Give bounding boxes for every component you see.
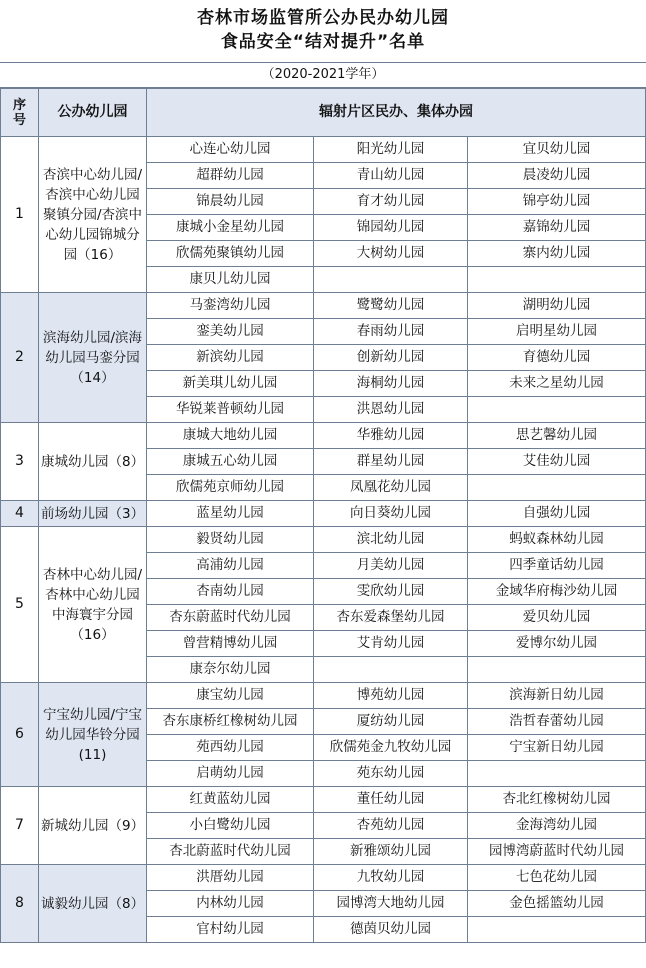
private-kindergarten-cell: 鹭鹭幼儿园 [314, 293, 468, 319]
private-kindergarten-cell: 阳光幼儿园 [314, 137, 468, 163]
private-kindergarten-cell: 爱贝幼儿园 [468, 605, 646, 631]
private-kindergarten-cell: 杏南幼儿园 [147, 579, 314, 605]
private-kindergarten-cell: 杏东爱森堡幼儿园 [314, 605, 468, 631]
title-line-1: 杏林市场监管所公办民办幼儿园 [197, 8, 449, 28]
private-kindergarten-cell [314, 267, 468, 293]
private-kindergarten-cell: 爱博尔幼儿园 [468, 631, 646, 657]
private-kindergarten-cell: 思艺馨幼儿园 [468, 423, 646, 449]
private-kindergarten-cell: 四季童话幼儿园 [468, 553, 646, 579]
private-kindergarten-cell: 海桐幼儿园 [314, 371, 468, 397]
group-seq: 2 [1, 293, 39, 423]
pairing-table [0, 88, 646, 943]
private-kindergarten-cell: 育德幼儿园 [468, 345, 646, 371]
private-kindergarten-cell: 洪厝幼儿园 [147, 865, 314, 891]
private-kindergarten-cell: 华锐莱普顿幼儿园 [147, 397, 314, 423]
private-kindergarten-cell: 超群幼儿园 [147, 163, 314, 189]
private-kindergarten-cell: 未来之星幼儿园 [468, 371, 646, 397]
header-public: 公办幼儿园 [39, 89, 147, 137]
public-kindergarten: 前场幼儿园（3） [39, 501, 147, 527]
public-kindergarten: 杏林中心幼儿园/杏林中心幼儿园中海寰宇分园（16） [39, 527, 147, 683]
private-kindergarten-cell: 创新幼儿园 [314, 345, 468, 371]
private-kindergarten-cell: 董任幼儿园 [314, 787, 468, 813]
private-kindergarten-cell: 博苑幼儿园 [314, 683, 468, 709]
title-line-2: 食品安全“结对提升”名单 [220, 32, 426, 52]
group-seq: 1 [1, 137, 39, 293]
private-kindergarten-cell: 欣儒苑京师幼儿园 [147, 475, 314, 501]
school-year: （2020-2021学年） [0, 63, 646, 88]
private-kindergarten-cell: 艾佳幼儿园 [468, 449, 646, 475]
private-kindergarten-cell [468, 475, 646, 501]
private-kindergarten-cell: 金海湾幼儿园 [468, 813, 646, 839]
private-kindergarten-cell: 艾肯幼儿园 [314, 631, 468, 657]
private-kindergarten-cell: 曾营精博幼儿园 [147, 631, 314, 657]
private-kindergarten-cell: 宜贝幼儿园 [468, 137, 646, 163]
private-kindergarten-cell: 华雅幼儿园 [314, 423, 468, 449]
private-kindergarten-cell: 启明星幼儿园 [468, 319, 646, 345]
private-kindergarten-cell: 高浦幼儿园 [147, 553, 314, 579]
private-kindergarten-cell: 雯欣幼儿园 [314, 579, 468, 605]
public-kindergarten: 新城幼儿园（9） [39, 787, 147, 865]
private-kindergarten-cell: 金色摇篮幼儿园 [468, 891, 646, 917]
private-kindergarten-cell: 锦晨幼儿园 [147, 189, 314, 215]
private-kindergarten-cell: 滨北幼儿园 [314, 527, 468, 553]
private-kindergarten-cell [314, 657, 468, 683]
private-kindergarten-cell: 杏北红橡树幼儿园 [468, 787, 646, 813]
private-kindergarten-cell: 康宝幼儿园 [147, 683, 314, 709]
private-kindergarten-cell: 大树幼儿园 [314, 241, 468, 267]
private-kindergarten-cell: 春雨幼儿园 [314, 319, 468, 345]
private-kindergarten-cell [468, 761, 646, 787]
table-row [1, 293, 646, 319]
header-radiate: 辐射片区民办、集体办园 [147, 89, 646, 137]
private-kindergarten-cell: 锦亭幼儿园 [468, 189, 646, 215]
table-row [1, 137, 646, 163]
private-kindergarten-cell: 青山幼儿园 [314, 163, 468, 189]
table-row [1, 865, 646, 891]
private-kindergarten-cell: 蓝星幼儿园 [147, 501, 314, 527]
private-kindergarten-cell: 宁宝新日幼儿园 [468, 735, 646, 761]
private-kindergarten-cell: 厦纺幼儿园 [314, 709, 468, 735]
private-kindergarten-cell: 新雅颂幼儿园 [314, 839, 468, 865]
private-kindergarten-cell: 晨凌幼儿园 [468, 163, 646, 189]
private-kindergarten-cell: 寨内幼儿园 [468, 241, 646, 267]
private-kindergarten-cell: 康城大地幼儿园 [147, 423, 314, 449]
group-seq: 5 [1, 527, 39, 683]
private-kindergarten-cell: 浩哲春蕾幼儿园 [468, 709, 646, 735]
private-kindergarten-cell: 德茵贝幼儿园 [314, 917, 468, 943]
private-kindergarten-cell [468, 267, 646, 293]
group-seq: 7 [1, 787, 39, 865]
private-kindergarten-cell: 康奈尔幼儿园 [147, 657, 314, 683]
document-title [0, 0, 646, 63]
private-kindergarten-cell: 官村幼儿园 [147, 917, 314, 943]
private-kindergarten-cell: 小白鹭幼儿园 [147, 813, 314, 839]
private-kindergarten-cell: 嘉锦幼儿园 [468, 215, 646, 241]
group-seq: 4 [1, 501, 39, 527]
private-kindergarten-cell: 湖明幼儿园 [468, 293, 646, 319]
private-kindergarten-cell: 园博湾蔚蓝时代幼儿园 [468, 839, 646, 865]
private-kindergarten-cell: 七色花幼儿园 [468, 865, 646, 891]
private-kindergarten-cell: 苑西幼儿园 [147, 735, 314, 761]
private-kindergarten-cell: 毅贤幼儿园 [147, 527, 314, 553]
private-kindergarten-cell: 康城五心幼儿园 [147, 449, 314, 475]
private-kindergarten-cell: 自强幼儿园 [468, 501, 646, 527]
private-kindergarten-cell: 红黄蓝幼儿园 [147, 787, 314, 813]
table-row [1, 527, 646, 553]
private-kindergarten-cell: 育才幼儿园 [314, 189, 468, 215]
private-kindergarten-cell: 杏东康桥红橡树幼儿园 [147, 709, 314, 735]
private-kindergarten-cell: 杏北蔚蓝时代幼儿园 [147, 839, 314, 865]
private-kindergarten-cell: 群星幼儿园 [314, 449, 468, 475]
private-kindergarten-cell: 锦园幼儿园 [314, 215, 468, 241]
public-kindergarten: 诚毅幼儿园（8） [39, 865, 147, 943]
private-kindergarten-cell [468, 397, 646, 423]
private-kindergarten-cell: 杏苑幼儿园 [314, 813, 468, 839]
private-kindergarten-cell: 蚂蚁森林幼儿园 [468, 527, 646, 553]
private-kindergarten-cell: 欣儒苑金九牧幼儿园 [314, 735, 468, 761]
table-row [1, 423, 646, 449]
table-header-row [1, 89, 646, 137]
private-kindergarten-cell: 九牧幼儿园 [314, 865, 468, 891]
private-kindergarten-cell [468, 657, 646, 683]
public-kindergarten: 宁宝幼儿园/宁宝幼儿园华铃分园(11) [39, 683, 147, 787]
table-row [1, 501, 646, 527]
private-kindergarten-cell: 杏东蔚蓝时代幼儿园 [147, 605, 314, 631]
private-kindergarten-cell: 洪恩幼儿园 [314, 397, 468, 423]
table-body [1, 137, 646, 943]
public-kindergarten: 滨海幼儿园/滨海幼儿园马銮分园（14） [39, 293, 147, 423]
private-kindergarten-cell: 滨海新日幼儿园 [468, 683, 646, 709]
group-seq: 8 [1, 865, 39, 943]
private-kindergarten-cell: 康贝儿幼儿园 [147, 267, 314, 293]
private-kindergarten-cell: 启萌幼儿园 [147, 761, 314, 787]
private-kindergarten-cell: 园博湾大地幼儿园 [314, 891, 468, 917]
public-kindergarten: 杏滨中心幼儿园/杏滨中心幼儿园聚镇分园/杏滨中心幼儿园锦城分园（16） [39, 137, 147, 293]
group-seq: 6 [1, 683, 39, 787]
private-kindergarten-cell: 月美幼儿园 [314, 553, 468, 579]
table-row [1, 787, 646, 813]
private-kindergarten-cell [468, 917, 646, 943]
public-kindergarten: 康城幼儿园（8） [39, 423, 147, 501]
private-kindergarten-cell: 苑东幼儿园 [314, 761, 468, 787]
private-kindergarten-cell: 新美琪儿幼儿园 [147, 371, 314, 397]
private-kindergarten-cell: 康城小金星幼儿园 [147, 215, 314, 241]
private-kindergarten-cell: 新滨幼儿园 [147, 345, 314, 371]
private-kindergarten-cell: 马銮湾幼儿园 [147, 293, 314, 319]
private-kindergarten-cell: 銮美幼儿园 [147, 319, 314, 345]
table-row [1, 683, 646, 709]
private-kindergarten-cell: 凤凰花幼儿园 [314, 475, 468, 501]
header-seq: 序号 [1, 89, 39, 137]
group-seq: 3 [1, 423, 39, 501]
private-kindergarten-cell: 欣儒苑聚镇幼儿园 [147, 241, 314, 267]
private-kindergarten-cell: 心连心幼儿园 [147, 137, 314, 163]
private-kindergarten-cell: 金域华府梅沙幼儿园 [468, 579, 646, 605]
private-kindergarten-cell: 向日葵幼儿园 [314, 501, 468, 527]
private-kindergarten-cell: 内林幼儿园 [147, 891, 314, 917]
